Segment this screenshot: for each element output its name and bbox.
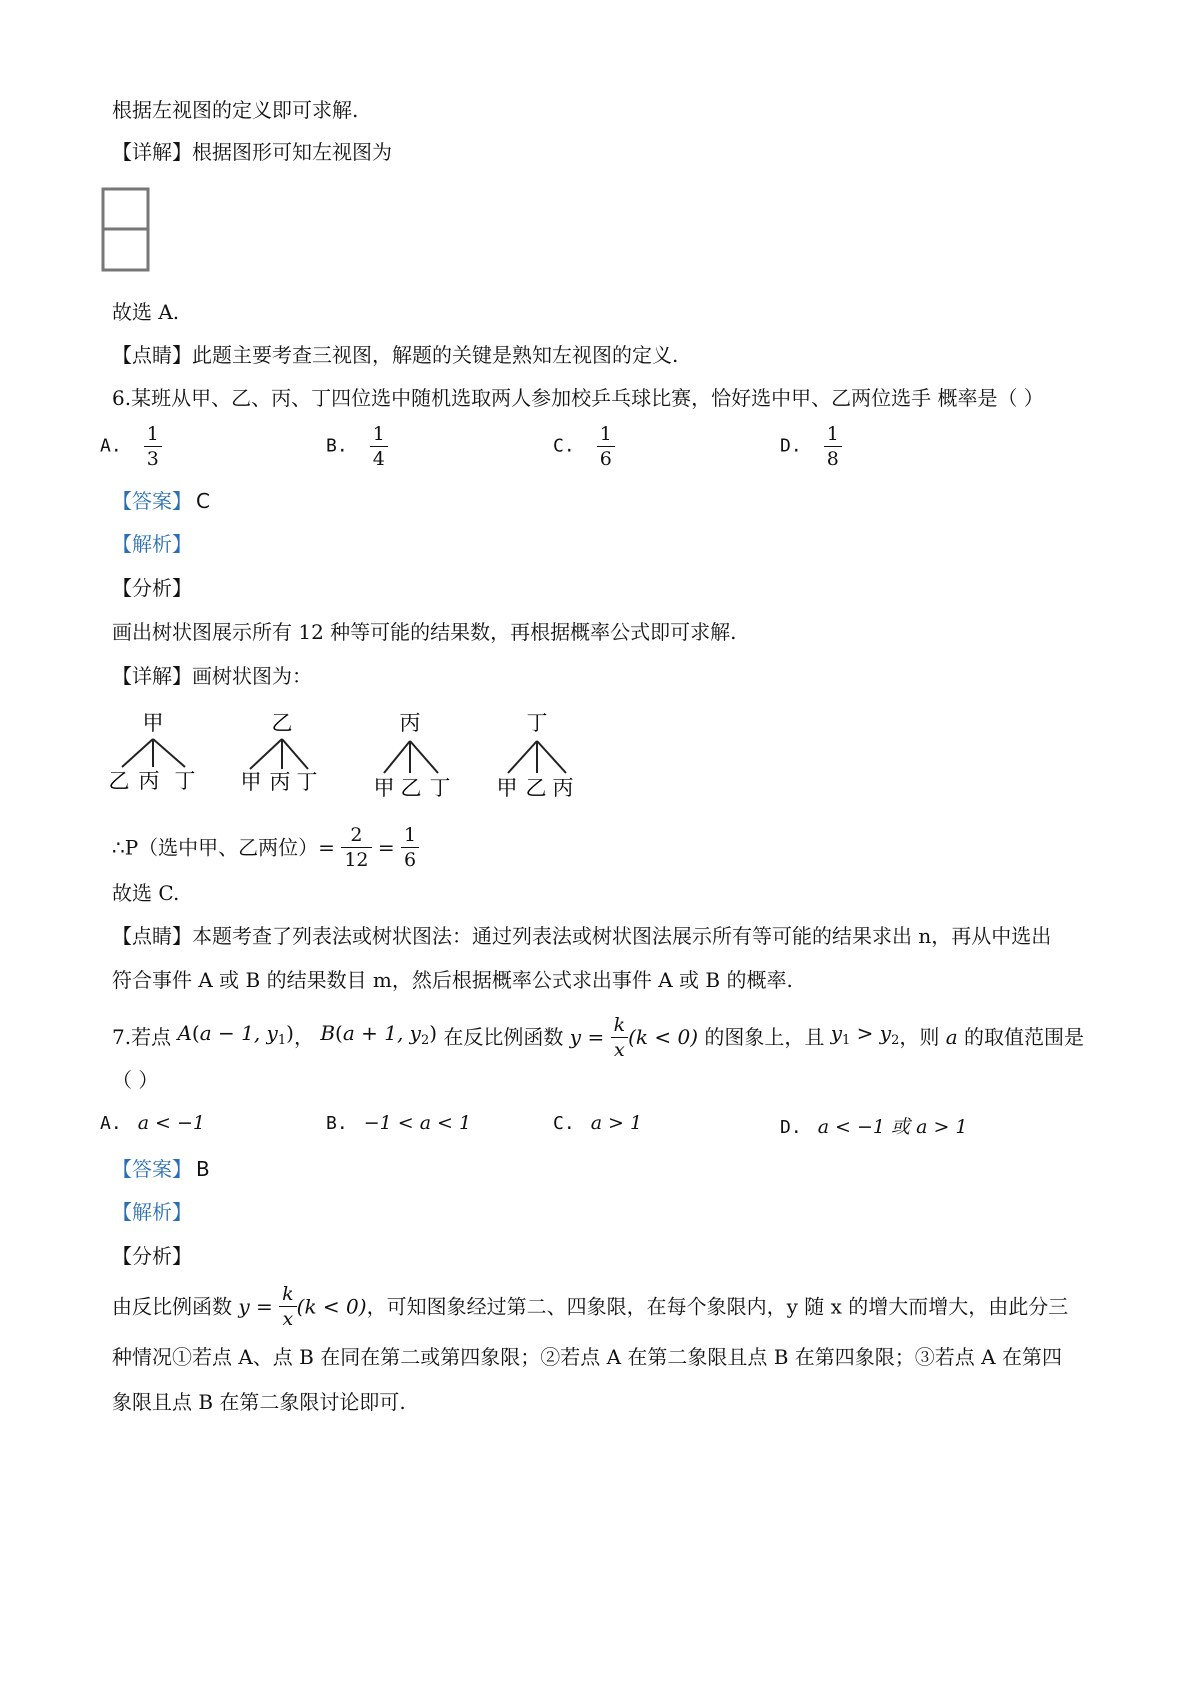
option-fraction: $\frac{1}{4}$ bbox=[370, 422, 388, 471]
prob-fraction: $\frac{2}{12}$ bbox=[341, 823, 371, 872]
q6-probability: ∴P（选中甲、乙两位）= $\frac{2}{12}$ = $\frac{1}{6}$ bbox=[112, 820, 419, 872]
q6-detail-line: 【详解】画树状图为： bbox=[112, 664, 312, 688]
q6-stem: 6.某班从甲、乙、丙、丁四位选中随机选取两人参加校乒乓球比赛，恰好选中甲、乙两位选手 概率是（ ） bbox=[112, 386, 1044, 410]
tree-leaf: 甲 bbox=[496, 776, 518, 800]
q7-fenxi-line3: 象限且点 B 在第二象限讨论即可. bbox=[112, 1390, 406, 1414]
prob-fraction-simplified: $\frac{1}{6}$ bbox=[401, 823, 419, 872]
tree-root: 丁 bbox=[526, 711, 548, 735]
tree-root: 丙 bbox=[399, 711, 421, 735]
choose-line: 故选 A. bbox=[112, 300, 180, 324]
q7-paren: （ ） bbox=[112, 1068, 159, 1092]
tree-diagram bbox=[100, 705, 600, 805]
q7-analysis-label: 【解析】 bbox=[112, 1200, 192, 1224]
q7-answer-line: 【答案】 B bbox=[112, 1157, 210, 1181]
comment-label: 【点睛】 bbox=[112, 343, 192, 367]
q6-comment-line2: 符合事件 A 或 B 的结果数目 m，然后根据概率公式求出事件 A 或 B 的概率. bbox=[112, 968, 793, 992]
q6-fenxi-label: 【分析】 bbox=[112, 576, 192, 600]
comment-text: 此题主要考查三视图，解题的关键是熟知左视图的定义. bbox=[192, 343, 679, 367]
func-fraction: $\frac{k}{x}$ bbox=[611, 1013, 629, 1062]
q7-fenxi-label: 【分析】 bbox=[112, 1244, 192, 1268]
intro-line: 根据左视图的定义即可求解. bbox=[112, 98, 359, 122]
tree-leaf: 丙 bbox=[138, 769, 160, 793]
q7-stem: 7.若点 A(a − 1, $y_1$)， B(a + 1, $y_2$) 在反比例函数 y = $\frac{k}{x}$ (k < 0) 的图象上，且 $y_1 > y_2$，则 a 的取值范围是 bbox=[112, 1013, 1085, 1061]
tree-bing bbox=[374, 711, 451, 800]
tree-leaf: 丁 bbox=[296, 770, 318, 794]
q7-option-b: B. −1 < a < 1 bbox=[326, 1112, 472, 1134]
tree-root: 甲 bbox=[142, 711, 164, 735]
q6-fenxi-text: 画出树状图展示所有 12 种等可能的结果数，再根据概率公式即可求解. bbox=[112, 620, 737, 644]
tree-leaf: 丙 bbox=[552, 776, 574, 800]
q6-option-a bbox=[100, 422, 162, 471]
tree-yi bbox=[241, 711, 318, 794]
answer-value: C bbox=[196, 489, 210, 513]
detail-text: 根据图形可知左视图为 bbox=[192, 140, 392, 164]
option-fraction: $\frac{1}{3}$ bbox=[144, 422, 162, 471]
detail-label: 【详解】 bbox=[112, 140, 192, 164]
tree-leaf: 丙 bbox=[269, 770, 291, 794]
option-label: D. bbox=[780, 435, 802, 457]
tree-leaf: 甲 bbox=[373, 776, 395, 800]
q6-option-c bbox=[553, 422, 615, 471]
q7-option-d: D. a < −1 或 a > 1 bbox=[780, 1116, 968, 1138]
tree-leaf: 丁 bbox=[174, 769, 196, 793]
left-view-figure bbox=[100, 186, 152, 274]
detail-line bbox=[112, 138, 392, 166]
q6-comment-line1: 【点睛】本题考查了列表法或树状图法：通过列表法或树状图法展示所有等可能的结果求出 n，再从中选出 bbox=[112, 924, 1052, 948]
q7-fenxi-line2: 种情况①若点 A、点 B 在同在第二或第四象限；②若点 A 在第二象限且点 B 在第四象限；③若点 A 在第四 bbox=[112, 1345, 1062, 1369]
option-label: C. bbox=[553, 435, 575, 457]
fenxi-fraction: $\frac{k}{x}$ bbox=[279, 1282, 297, 1331]
answer-value: B bbox=[196, 1157, 210, 1181]
tree-root: 乙 bbox=[271, 711, 293, 735]
option-fraction: $\frac{1}{8}$ bbox=[824, 422, 842, 471]
comment-line bbox=[112, 341, 678, 369]
q7-option-a: A. a < −1 bbox=[100, 1112, 206, 1134]
tree-leaf: 乙 bbox=[108, 769, 130, 793]
q6-option-b bbox=[326, 422, 388, 471]
q6-answer-line bbox=[112, 487, 210, 515]
option-label: B. bbox=[326, 435, 348, 457]
tree-jia bbox=[109, 711, 196, 793]
answer-label: 【答案】 bbox=[112, 489, 192, 513]
prob-prefix: ∴P（选中甲、乙两位）= bbox=[112, 835, 335, 860]
tree-leaf: 乙 bbox=[525, 776, 547, 800]
tree-leaf: 丁 bbox=[429, 776, 451, 800]
tree-leaf: 甲 bbox=[240, 770, 262, 794]
q6-option-d bbox=[780, 422, 842, 471]
option-label: A. bbox=[100, 435, 122, 457]
q6-choose: 故选 C. bbox=[112, 881, 180, 905]
q6-analysis-label: 【解析】 bbox=[112, 532, 192, 556]
tree-leaf: 乙 bbox=[400, 776, 422, 800]
q7-option-c: C. a > 1 bbox=[553, 1112, 643, 1134]
option-fraction: $\frac{1}{6}$ bbox=[597, 422, 615, 471]
q7-fenxi-line1: 由反比例函数 y = $\frac{k}{x}$ (k < 0)，可知图象经过第二、四象限，在每个象限内，y 随 x 的增大而增大，由此分三 bbox=[112, 1283, 1069, 1330]
tree-ding bbox=[497, 711, 574, 800]
